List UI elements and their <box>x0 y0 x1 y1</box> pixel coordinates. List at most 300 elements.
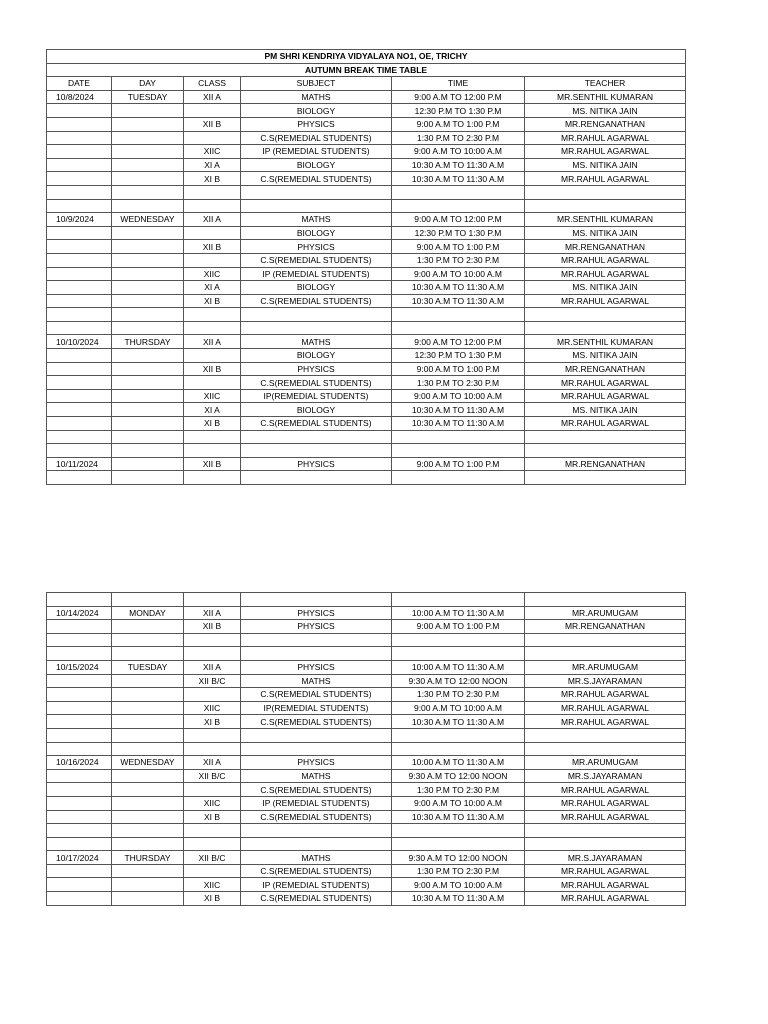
subject-cell <box>241 728 392 742</box>
teacher-cell: MR.RAHUL AGARWAL <box>525 389 686 403</box>
document-title: PM SHRI KENDRIYA VIDYALAYA NO1, OE, TRICHY <box>47 50 686 64</box>
timetable-page-2 <box>46 592 686 906</box>
time-cell <box>392 185 525 199</box>
class-cell: XII B <box>184 240 241 254</box>
time-cell <box>392 824 525 838</box>
time-cell <box>392 308 525 322</box>
class-cell: XII B <box>184 457 241 471</box>
time-cell: 9:00 A.M TO 1:00 P.M <box>392 240 525 254</box>
table-row <box>47 294 686 308</box>
day-cell: MONDAY <box>112 606 184 620</box>
subject-cell: PHYSICS <box>241 606 392 620</box>
teacher-cell <box>525 647 686 661</box>
class-cell <box>184 349 241 363</box>
teacher-cell: MR.ARUMUGAM <box>525 606 686 620</box>
teacher-cell: MR.RAHUL AGARWAL <box>525 810 686 824</box>
teacher-cell: MS. NITIKA JAIN <box>525 104 686 118</box>
date-cell: 10/8/2024 <box>47 90 112 104</box>
time-cell: 10:30 A.M TO 11:30 A.M <box>392 417 525 431</box>
time-cell <box>392 199 525 213</box>
subject-cell: IP(REMEDIAL STUDENTS) <box>241 701 392 715</box>
class-cell <box>184 633 241 647</box>
day-cell <box>112 349 184 363</box>
table-row <box>47 824 686 838</box>
date-cell <box>47 158 112 172</box>
subject-cell: MATHS <box>241 213 392 227</box>
day-cell: TUESDAY <box>112 660 184 674</box>
class-cell <box>184 742 241 756</box>
subject-cell <box>241 633 392 647</box>
day-cell <box>112 104 184 118</box>
class-cell <box>184 131 241 145</box>
table-row <box>47 606 686 620</box>
table-row <box>47 620 686 634</box>
day-cell <box>112 145 184 159</box>
class-cell: XII B <box>184 117 241 131</box>
class-cell <box>184 376 241 390</box>
date-cell <box>47 104 112 118</box>
teacher-cell: MR.RENGANATHAN <box>525 362 686 376</box>
time-cell <box>392 471 525 485</box>
subject-cell: C.S(REMEDIAL STUDENTS) <box>241 688 392 702</box>
day-cell <box>112 457 184 471</box>
date-cell <box>47 878 112 892</box>
time-cell: 10:30 A.M TO 11:30 A.M <box>392 892 525 906</box>
day-cell <box>112 783 184 797</box>
table-row <box>47 593 686 607</box>
date-cell: 10/15/2024 <box>47 660 112 674</box>
table-row <box>47 172 686 186</box>
class-cell <box>184 783 241 797</box>
time-cell: 9:00 A.M TO 12:00 P.M <box>392 213 525 227</box>
day-cell <box>112 117 184 131</box>
column-header-subject: SUBJECT <box>241 77 392 91</box>
subject-cell: BIOLOGY <box>241 281 392 295</box>
subject-cell: C.S(REMEDIAL STUDENTS) <box>241 294 392 308</box>
table-row <box>47 199 686 213</box>
class-cell: XIIC <box>184 878 241 892</box>
date-cell <box>47 226 112 240</box>
class-cell: XII B <box>184 620 241 634</box>
day-cell <box>112 321 184 335</box>
teacher-cell: MR.RAHUL AGARWAL <box>525 417 686 431</box>
date-cell <box>47 117 112 131</box>
class-cell <box>184 253 241 267</box>
time-cell: 9:00 A.M TO 1:00 P.M <box>392 620 525 634</box>
teacher-cell: MS. NITIKA JAIN <box>525 403 686 417</box>
date-cell <box>47 362 112 376</box>
day-cell <box>112 267 184 281</box>
class-cell <box>184 185 241 199</box>
subject-cell: PHYSICS <box>241 240 392 254</box>
day-cell <box>112 471 184 485</box>
subject-cell: PHYSICS <box>241 457 392 471</box>
date-cell <box>47 824 112 838</box>
table-row <box>47 837 686 851</box>
teacher-cell <box>525 742 686 756</box>
table-row <box>47 158 686 172</box>
class-cell <box>184 430 241 444</box>
subject-cell <box>241 837 392 851</box>
time-cell: 9:00 A.M TO 10:00 A.M <box>392 145 525 159</box>
class-cell: XIIC <box>184 267 241 281</box>
subject-cell: PHYSICS <box>241 117 392 131</box>
column-header-row <box>47 77 686 91</box>
time-cell: 10:30 A.M TO 11:30 A.M <box>392 281 525 295</box>
table-row <box>47 213 686 227</box>
subject-cell: MATHS <box>241 769 392 783</box>
table-row <box>47 647 686 661</box>
class-cell: XII A <box>184 213 241 227</box>
date-cell <box>47 633 112 647</box>
time-cell: 9:00 A.M TO 10:00 A.M <box>392 878 525 892</box>
table-row <box>47 444 686 458</box>
subject-cell: BIOLOGY <box>241 104 392 118</box>
title-row <box>47 50 686 64</box>
day-cell <box>112 158 184 172</box>
table-row <box>47 267 686 281</box>
day-cell <box>112 647 184 661</box>
class-cell <box>184 308 241 322</box>
teacher-cell: MR.SENTHIL KUMARAN <box>525 213 686 227</box>
date-cell <box>47 593 112 607</box>
teacher-cell: MS. NITIKA JAIN <box>525 281 686 295</box>
day-cell <box>112 430 184 444</box>
subject-cell: MATHS <box>241 90 392 104</box>
day-cell <box>112 185 184 199</box>
subject-cell: C.S(REMEDIAL STUDENTS) <box>241 172 392 186</box>
time-cell: 1:30 P.M TO 2:30 P.M <box>392 253 525 267</box>
subject-cell <box>241 471 392 485</box>
class-cell: XII A <box>184 335 241 349</box>
subject-cell: BIOLOGY <box>241 226 392 240</box>
table-row <box>47 796 686 810</box>
day-cell <box>112 308 184 322</box>
column-header-date: DATE <box>47 77 112 91</box>
day-cell <box>112 240 184 254</box>
date-cell <box>47 321 112 335</box>
teacher-cell: MR.RAHUL AGARWAL <box>525 701 686 715</box>
table-row <box>47 851 686 865</box>
date-cell <box>47 253 112 267</box>
date-cell: 10/10/2024 <box>47 335 112 349</box>
time-cell: 1:30 P.M TO 2:30 P.M <box>392 131 525 145</box>
teacher-cell <box>525 824 686 838</box>
table-row <box>47 430 686 444</box>
teacher-cell: MS. NITIKA JAIN <box>525 158 686 172</box>
class-cell <box>184 444 241 458</box>
table-row <box>47 756 686 770</box>
day-cell <box>112 226 184 240</box>
date-cell <box>47 647 112 661</box>
time-cell: 10:00 A.M TO 11:30 A.M <box>392 660 525 674</box>
date-cell <box>47 417 112 431</box>
subject-cell: C.S(REMEDIAL STUDENTS) <box>241 783 392 797</box>
table-row <box>47 864 686 878</box>
day-cell <box>112 131 184 145</box>
class-cell <box>184 688 241 702</box>
subject-cell <box>241 742 392 756</box>
table-row <box>47 403 686 417</box>
date-cell <box>47 796 112 810</box>
class-cell: XII A <box>184 756 241 770</box>
subject-cell <box>241 185 392 199</box>
day-cell <box>112 593 184 607</box>
table-row <box>47 117 686 131</box>
time-cell: 1:30 P.M TO 2:30 P.M <box>392 376 525 390</box>
date-cell <box>47 430 112 444</box>
day-cell: THURSDAY <box>112 851 184 865</box>
day-cell <box>112 715 184 729</box>
subject-cell: BIOLOGY <box>241 158 392 172</box>
time-cell: 1:30 P.M TO 2:30 P.M <box>392 864 525 878</box>
time-cell <box>392 430 525 444</box>
day-cell <box>112 294 184 308</box>
day-cell <box>112 837 184 851</box>
time-cell: 10:30 A.M TO 11:30 A.M <box>392 172 525 186</box>
table-row <box>47 633 686 647</box>
day-cell: TUESDAY <box>112 90 184 104</box>
teacher-cell: MR.RAHUL AGARWAL <box>525 715 686 729</box>
date-cell <box>47 688 112 702</box>
table-row <box>47 226 686 240</box>
class-cell <box>184 104 241 118</box>
time-cell: 9:00 A.M TO 1:00 P.M <box>392 362 525 376</box>
date-cell <box>47 837 112 851</box>
subject-cell: C.S(REMEDIAL STUDENTS) <box>241 892 392 906</box>
date-cell <box>47 281 112 295</box>
table-row <box>47 145 686 159</box>
subject-cell: IP (REMEDIAL STUDENTS) <box>241 267 392 281</box>
teacher-cell: MR.RENGANATHAN <box>525 240 686 254</box>
time-cell <box>392 633 525 647</box>
day-cell <box>112 864 184 878</box>
class-cell: XI B <box>184 892 241 906</box>
teacher-cell: MR.RAHUL AGARWAL <box>525 892 686 906</box>
time-cell: 9:00 A.M TO 12:00 P.M <box>392 335 525 349</box>
class-cell: XI A <box>184 403 241 417</box>
day-cell: THURSDAY <box>112 335 184 349</box>
table-row <box>47 878 686 892</box>
table-row <box>47 308 686 322</box>
teacher-cell: MR.RAHUL AGARWAL <box>525 172 686 186</box>
table-row <box>47 769 686 783</box>
teacher-cell: MR.S.JAYARAMAN <box>525 851 686 865</box>
date-cell <box>47 620 112 634</box>
date-cell <box>47 403 112 417</box>
day-cell: WEDNESDAY <box>112 213 184 227</box>
table-row <box>47 660 686 674</box>
class-cell <box>184 824 241 838</box>
date-cell <box>47 783 112 797</box>
date-cell <box>47 240 112 254</box>
teacher-cell: MR.ARUMUGAM <box>525 660 686 674</box>
class-cell: XI A <box>184 158 241 172</box>
table-row <box>47 362 686 376</box>
teacher-cell: MR.RAHUL AGARWAL <box>525 864 686 878</box>
class-cell <box>184 226 241 240</box>
subject-cell: C.S(REMEDIAL STUDENTS) <box>241 376 392 390</box>
class-cell: XII B/C <box>184 769 241 783</box>
table-row <box>47 457 686 471</box>
day-cell <box>112 633 184 647</box>
table-row <box>47 349 686 363</box>
table-row <box>47 253 686 267</box>
subject-cell: BIOLOGY <box>241 403 392 417</box>
class-cell: XIIC <box>184 389 241 403</box>
document-subtitle: AUTUMN BREAK TIME TABLE <box>47 63 686 77</box>
class-cell: XII A <box>184 90 241 104</box>
class-cell: XI B <box>184 172 241 186</box>
date-cell <box>47 864 112 878</box>
class-cell: XII A <box>184 660 241 674</box>
table-row <box>47 104 686 118</box>
date-cell <box>47 294 112 308</box>
subject-cell <box>241 430 392 444</box>
day-cell <box>112 769 184 783</box>
subject-cell: IP (REMEDIAL STUDENTS) <box>241 796 392 810</box>
class-cell: XIIC <box>184 796 241 810</box>
table-row <box>47 417 686 431</box>
class-cell: XII B <box>184 362 241 376</box>
time-cell: 1:30 P.M TO 2:30 P.M <box>392 783 525 797</box>
date-cell <box>47 145 112 159</box>
time-cell: 12:30 P.M TO 1:30 P.M <box>392 226 525 240</box>
date-cell <box>47 810 112 824</box>
table-row <box>47 892 686 906</box>
date-cell: 10/17/2024 <box>47 851 112 865</box>
teacher-cell <box>525 593 686 607</box>
time-cell: 9:30 A.M TO 12:00 NOON <box>392 851 525 865</box>
teacher-cell <box>525 444 686 458</box>
teacher-cell: MR.RAHUL AGARWAL <box>525 145 686 159</box>
time-cell: 9:00 A.M TO 1:00 P.M <box>392 117 525 131</box>
table-row <box>47 701 686 715</box>
day-cell <box>112 674 184 688</box>
time-cell: 9:00 A.M TO 10:00 A.M <box>392 796 525 810</box>
day-cell <box>112 403 184 417</box>
teacher-cell <box>525 199 686 213</box>
column-header-class: CLASS <box>184 77 241 91</box>
class-cell <box>184 593 241 607</box>
teacher-cell: MR.RAHUL AGARWAL <box>525 294 686 308</box>
table-row <box>47 281 686 295</box>
table-row <box>47 335 686 349</box>
table-row <box>47 688 686 702</box>
teacher-cell: MR.RAHUL AGARWAL <box>525 131 686 145</box>
class-cell: XI B <box>184 715 241 729</box>
subject-cell <box>241 824 392 838</box>
date-cell <box>47 769 112 783</box>
date-cell <box>47 701 112 715</box>
time-cell: 10:30 A.M TO 11:30 A.M <box>392 403 525 417</box>
date-cell <box>47 389 112 403</box>
time-cell: 1:30 P.M TO 2:30 P.M <box>392 688 525 702</box>
subject-cell <box>241 647 392 661</box>
time-cell: 10:30 A.M TO 11:30 A.M <box>392 158 525 172</box>
timetable-body-1 <box>47 90 686 484</box>
date-cell <box>47 728 112 742</box>
table-row <box>47 783 686 797</box>
subject-cell: C.S(REMEDIAL STUDENTS) <box>241 131 392 145</box>
date-cell <box>47 131 112 145</box>
teacher-cell <box>525 633 686 647</box>
subject-cell <box>241 199 392 213</box>
class-cell <box>184 837 241 851</box>
teacher-cell <box>525 837 686 851</box>
column-header-day: DAY <box>112 77 184 91</box>
subject-cell: IP (REMEDIAL STUDENTS) <box>241 878 392 892</box>
teacher-cell <box>525 308 686 322</box>
class-cell <box>184 199 241 213</box>
day-cell: WEDNESDAY <box>112 756 184 770</box>
subject-cell <box>241 321 392 335</box>
day-cell <box>112 701 184 715</box>
class-cell: XIIC <box>184 145 241 159</box>
time-cell: 9:30 A.M TO 12:00 NOON <box>392 769 525 783</box>
time-cell <box>392 593 525 607</box>
table-row <box>47 471 686 485</box>
table-row <box>47 90 686 104</box>
class-cell: XI B <box>184 294 241 308</box>
teacher-cell: MR.RAHUL AGARWAL <box>525 253 686 267</box>
subject-cell: IP(REMEDIAL STUDENTS) <box>241 389 392 403</box>
table-row <box>47 376 686 390</box>
subject-cell: C.S(REMEDIAL STUDENTS) <box>241 810 392 824</box>
class-cell <box>184 728 241 742</box>
class-cell: XI A <box>184 281 241 295</box>
subject-cell <box>241 444 392 458</box>
time-cell <box>392 321 525 335</box>
teacher-cell: MR.ARUMUGAM <box>525 756 686 770</box>
table-row <box>47 742 686 756</box>
subject-cell: C.S(REMEDIAL STUDENTS) <box>241 417 392 431</box>
class-cell: XII B/C <box>184 674 241 688</box>
day-cell <box>112 688 184 702</box>
time-cell: 10:00 A.M TO 11:30 A.M <box>392 756 525 770</box>
date-cell <box>47 199 112 213</box>
teacher-cell: MS. NITIKA JAIN <box>525 226 686 240</box>
subject-cell: PHYSICS <box>241 362 392 376</box>
day-cell <box>112 620 184 634</box>
class-cell: XII B/C <box>184 851 241 865</box>
table-row <box>47 321 686 335</box>
column-header-time: TIME <box>392 77 525 91</box>
subject-cell: MATHS <box>241 851 392 865</box>
day-cell <box>112 878 184 892</box>
time-cell: 10:00 A.M TO 11:30 A.M <box>392 606 525 620</box>
table-row <box>47 131 686 145</box>
day-cell <box>112 199 184 213</box>
date-cell <box>47 715 112 729</box>
teacher-cell <box>525 471 686 485</box>
class-cell: XIIC <box>184 701 241 715</box>
subject-cell: C.S(REMEDIAL STUDENTS) <box>241 253 392 267</box>
table-row <box>47 810 686 824</box>
subject-cell: PHYSICS <box>241 756 392 770</box>
day-cell <box>112 796 184 810</box>
subject-cell <box>241 593 392 607</box>
date-cell <box>47 308 112 322</box>
subject-cell: MATHS <box>241 674 392 688</box>
class-cell <box>184 864 241 878</box>
subject-cell <box>241 308 392 322</box>
time-cell: 9:00 A.M TO 10:00 A.M <box>392 267 525 281</box>
time-cell: 10:30 A.M TO 11:30 A.M <box>392 294 525 308</box>
date-cell <box>47 471 112 485</box>
time-cell: 9:00 A.M TO 1:00 P.M <box>392 457 525 471</box>
time-cell: 9:00 A.M TO 10:00 A.M <box>392 701 525 715</box>
